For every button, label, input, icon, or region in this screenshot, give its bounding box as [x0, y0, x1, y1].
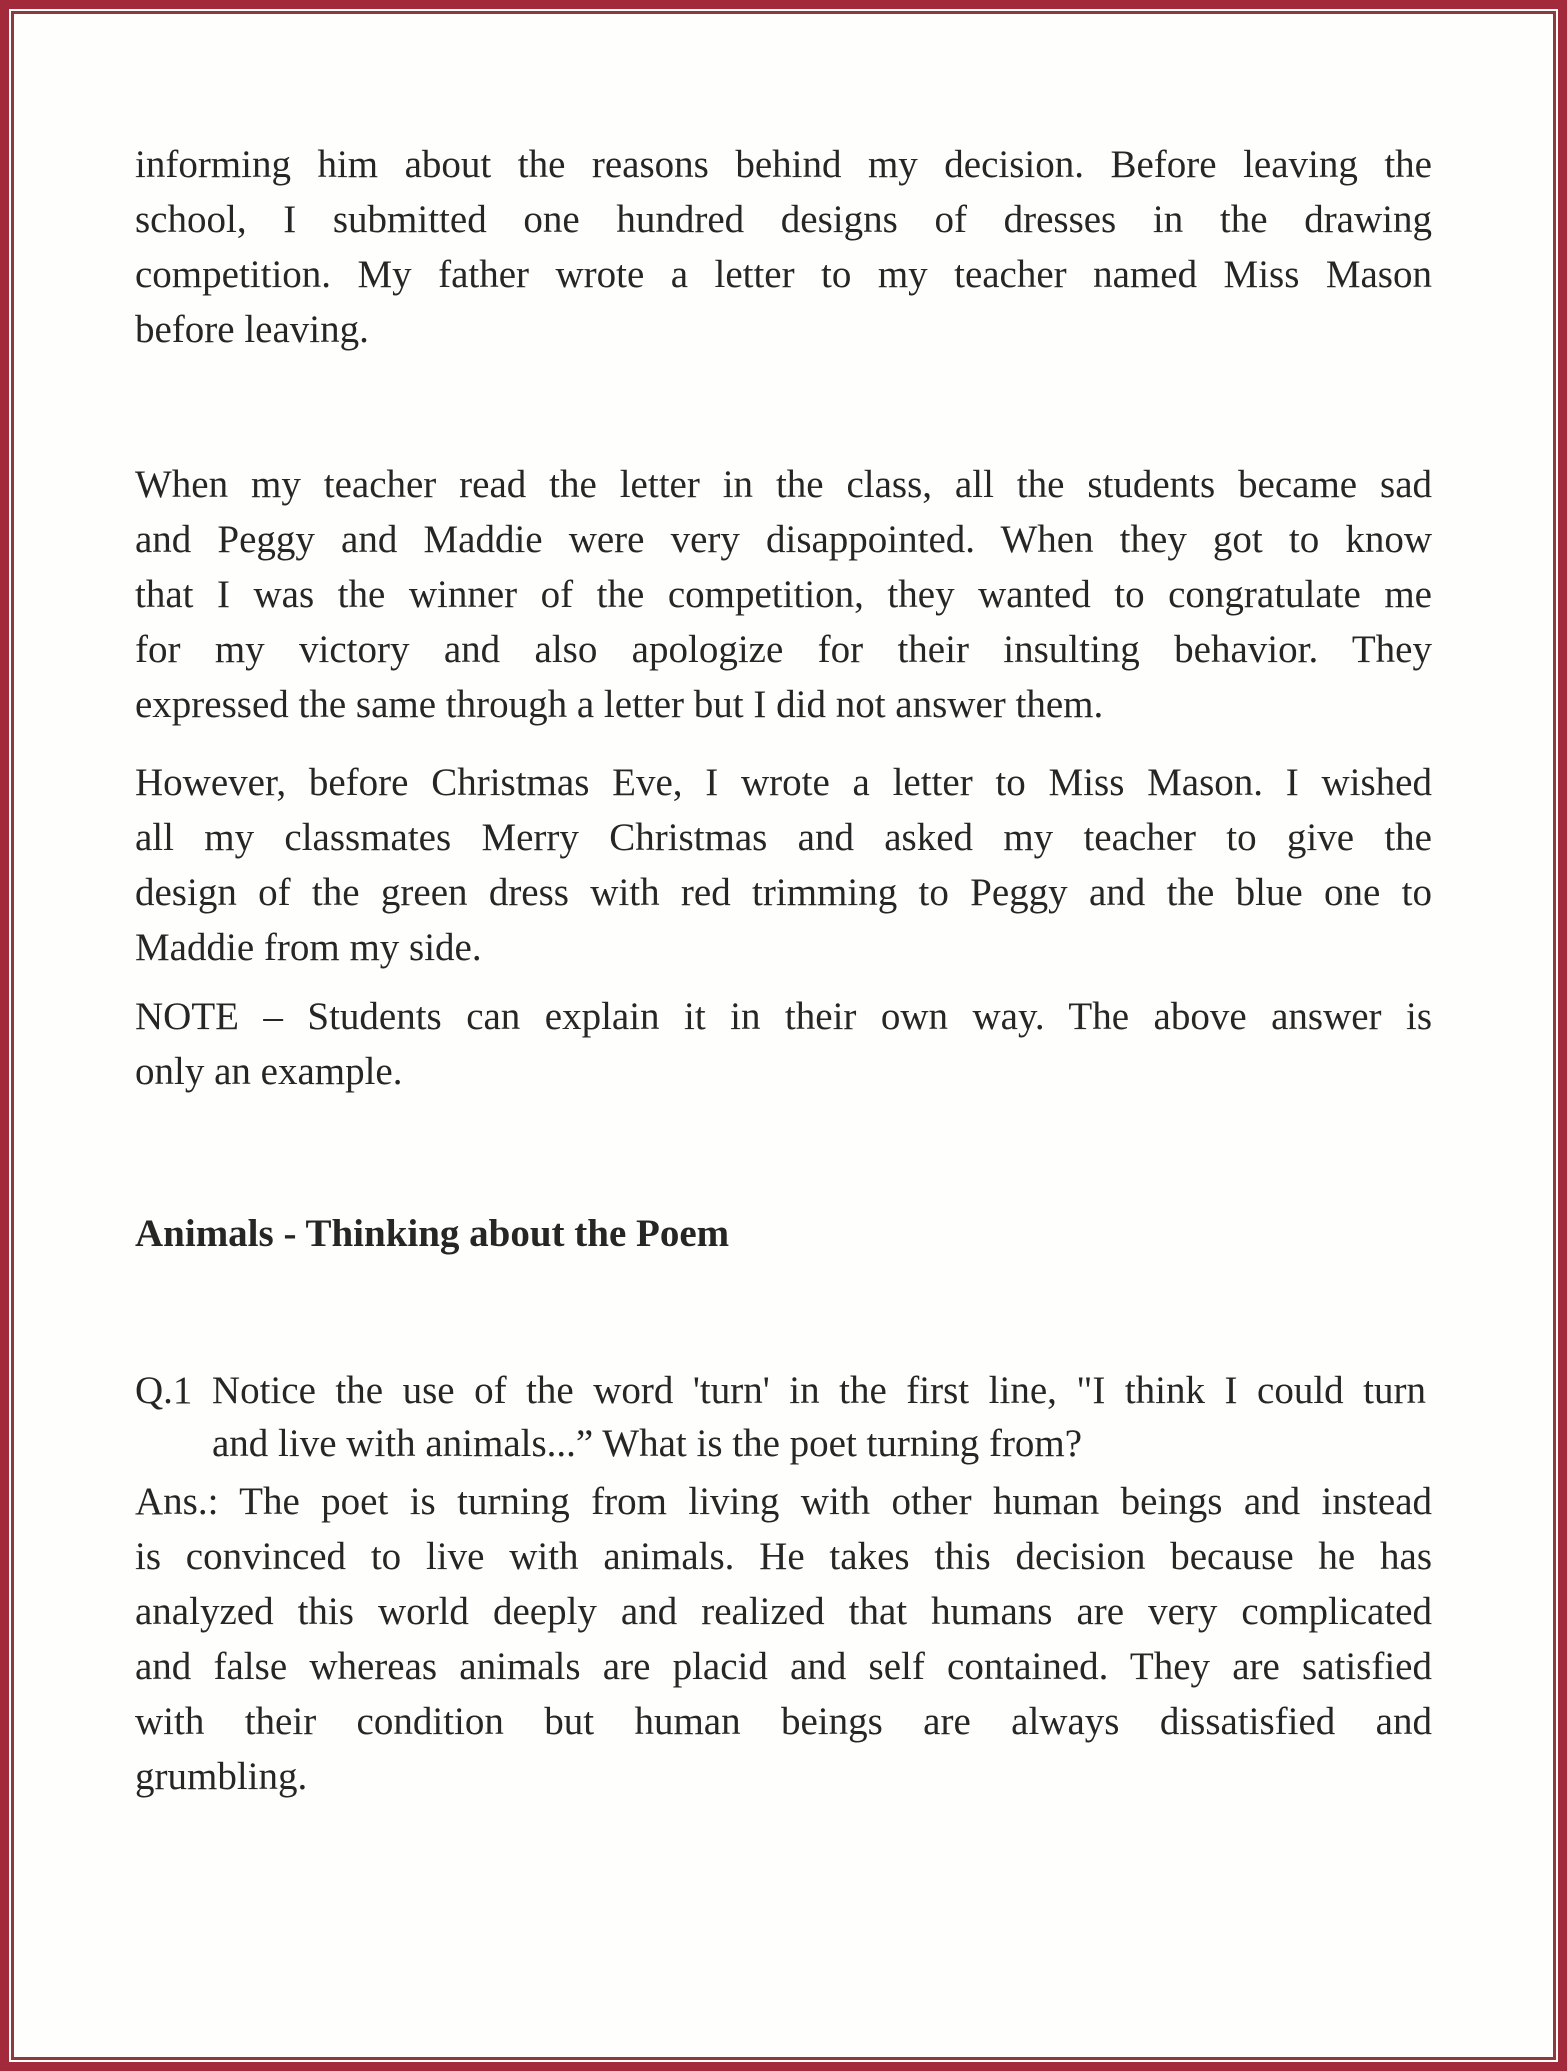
text-line: for my victory and also apologize for their insulting behavior. They	[135, 628, 1432, 671]
question-line: Q.1 Notice the use of the word 'turn' in the first line, "I think I could turn	[135, 1369, 1426, 1412]
answer-line: grumbling.	[135, 1755, 308, 1798]
answer-line: analyzed this world deeply and realized that humans are very complicated	[135, 1590, 1432, 1633]
answer-line: with their condition but human beings are always dissatisfied and	[135, 1700, 1432, 1743]
text-line: competition. My father wrote a letter to my teacher named Miss Mason	[135, 253, 1432, 296]
text-line: before leaving.	[135, 308, 369, 351]
text-line: However, before Christmas Eve, I wrote a letter to Miss Mason. I wished	[135, 761, 1432, 804]
question-1	[135, 1364, 1432, 1470]
paragraph-1	[135, 137, 1432, 357]
text-line: informing him about the reasons behind my decision. Before leaving the	[135, 143, 1432, 186]
answer-line: is convinced to live with animals. He takes this decision because he has	[135, 1535, 1432, 1578]
text-line: When my teacher read the letter in the class, all the students became sad	[135, 463, 1432, 506]
note-paragraph	[135, 989, 1432, 1099]
answer-line: Ans.: The poet is turning from living with other human beings and instead	[135, 1480, 1432, 1523]
paragraph-3	[135, 755, 1432, 975]
text-line: Maddie from my side.	[135, 926, 482, 969]
question-line: and live with animals...” What is the poet turning from?	[212, 1422, 1083, 1465]
text-line: NOTE – Students can explain it in their own way. The above answer is	[135, 995, 1432, 1038]
text-line: and Peggy and Maddie were very disappointed. When they got to know	[135, 518, 1432, 561]
text-line: all my classmates Merry Christmas and asked my teacher to give the	[135, 816, 1432, 859]
paragraph-2	[135, 457, 1432, 732]
text-line: school, I submitted one hundred designs of dresses in the drawing	[135, 198, 1432, 241]
text-line: that I was the winner of the competition, they wanted to congratulate me	[135, 573, 1432, 616]
answer-line: and false whereas animals are placid and self contained. They are satisfied	[135, 1645, 1432, 1688]
answer-1	[135, 1474, 1432, 1804]
text-line: expressed the same through a letter but I did not answer them.	[135, 683, 1104, 726]
text-line: design of the green dress with red trimming to Peggy and the blue one to	[135, 871, 1432, 914]
section-heading: Animals - Thinking about the Poem	[135, 1212, 730, 1255]
text-line: only an example.	[135, 1050, 403, 1093]
